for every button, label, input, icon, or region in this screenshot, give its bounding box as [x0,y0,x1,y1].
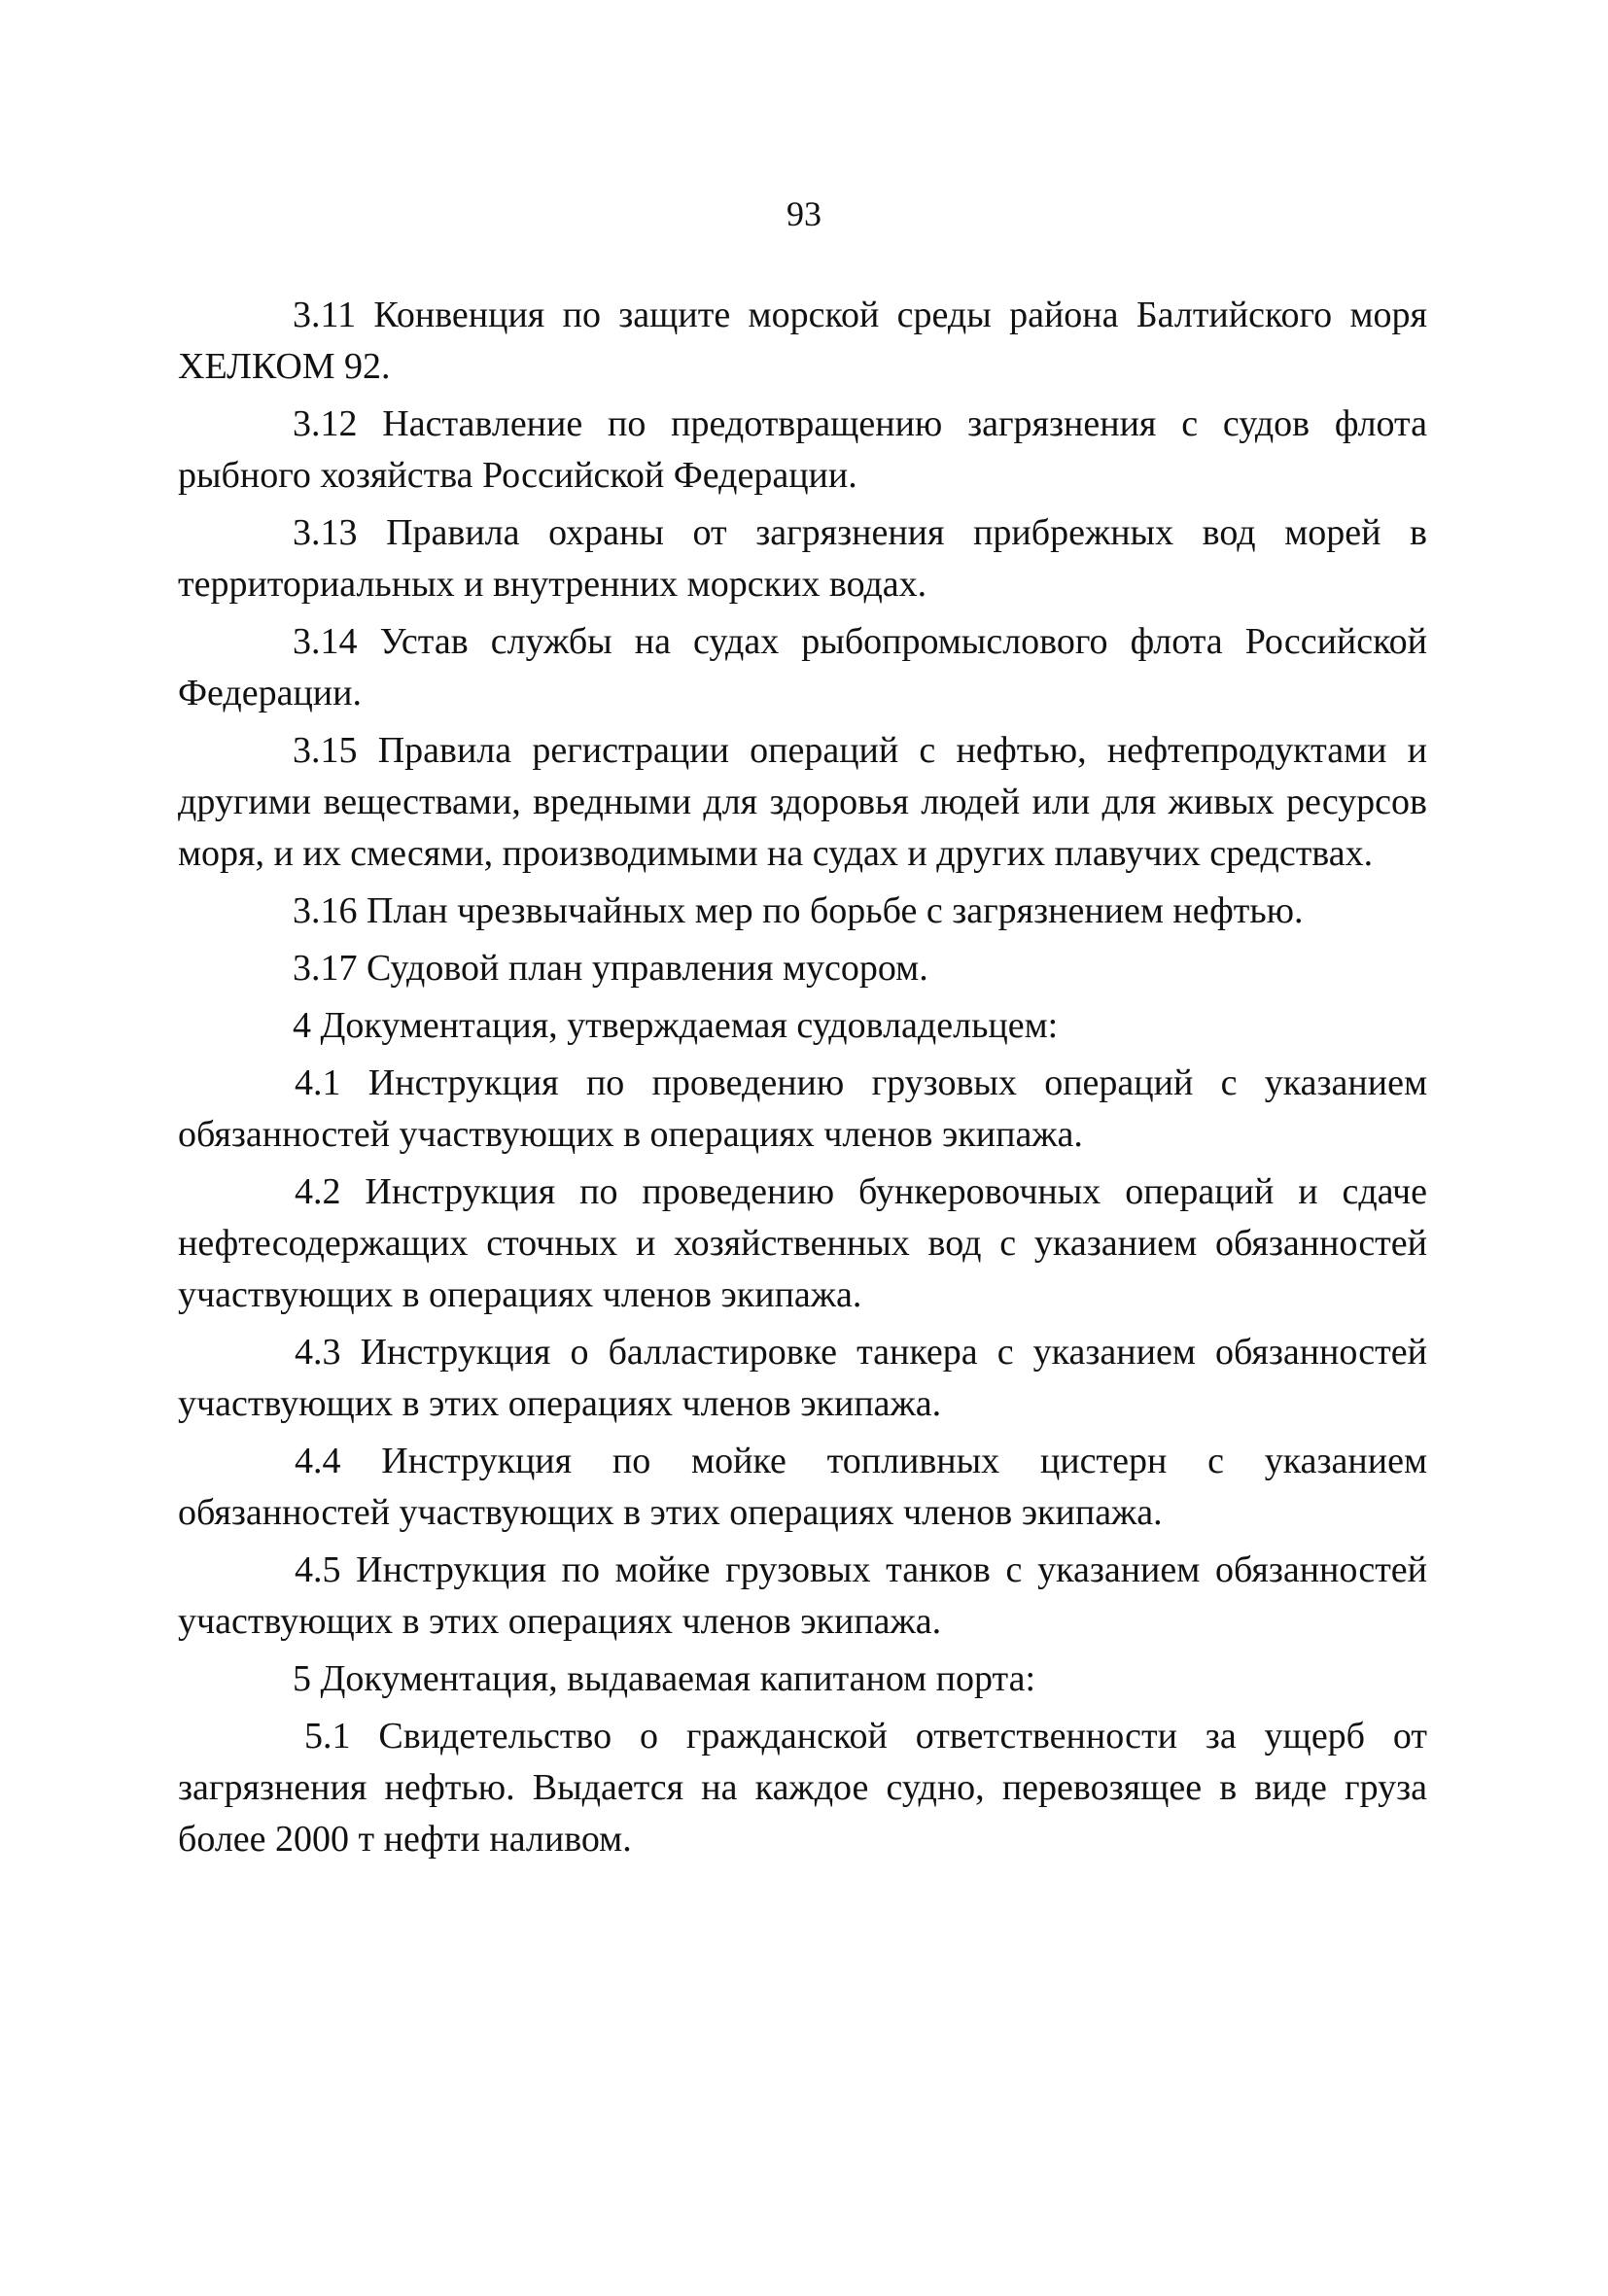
paragraph-4-2: 4.2 Инструкция по проведению бункеровочных операций и сдаче нефтесодержащих сточных и хозяйственных вод с указанием обязанностей участвующих в операциях членов экипажа. [178,1171,1427,1315]
paragraph-3-15: 3.15 Правила регистрации операций с нефтью, нефтепродуктами и другими веществами, вредными для здоровья людей или для живых ресурсов моря, и их смесями, производимыми на судах и других плавучих средствах. [178,730,1427,874]
paragraph-3-11: 3.11 Конвенция по защите морской среды района Балтийского моря ХЕЛКОМ 92. [178,295,1427,387]
section-5-heading: 5 Документация, выдаваемая капитаном порта: [293,1658,1036,1699]
paragraph-3-14: 3.14 Устав службы на судах рыбопромыслового флота Российской Федерации. [178,621,1427,713]
paragraph-3-16: 3.16 План чрезвычайных мер по борьбе с загрязнением нефтью. [293,890,1304,931]
paragraph-4-1: 4.1 Инструкция по проведению грузовых операций с указанием обязанностей участвующих в операциях членов экипажа. [178,1062,1427,1155]
paragraph-3-13: 3.13 Правила охраны от загрязнения прибрежных вод морей в территориальных и внутренних морских водах. [178,512,1427,605]
paragraph-4-4: 4.4 Инструкция по мойке топливных цистерн с указанием обязанностей участвующих в этих операциях членов экипажа. [178,1441,1427,1533]
paragraph-3-12: 3.12 Наставление по предотвращению загрязнения с судов флота рыбного хозяйства Российской Федерации. [178,403,1427,496]
paragraph-4-3: 4.3 Инструкция о балластировке танкера с указанием обязанностей участвующих в этих операциях членов экипажа. [178,1332,1427,1424]
document-body [178,290,1427,1871]
section-4-heading: 4 Документация, утверждаемая судовладельцем: [293,1005,1059,1046]
paragraph-5-1: 5.1 Свидетельство о гражданской ответственности за ущерб от загрязнения нефтью. Выдается на каждое судно, перевозящее в виде груза более 2000 т нефти наливом. [178,1716,1427,1860]
paragraph-4-5: 4.5 Инструкция по мойке грузовых танков с указанием обязанностей участвующих в этих операциях членов экипажа. [178,1549,1427,1642]
paragraph-3-17: 3.17 Судовой план управления мусором. [293,948,928,989]
page-number: 93 [787,194,821,233]
